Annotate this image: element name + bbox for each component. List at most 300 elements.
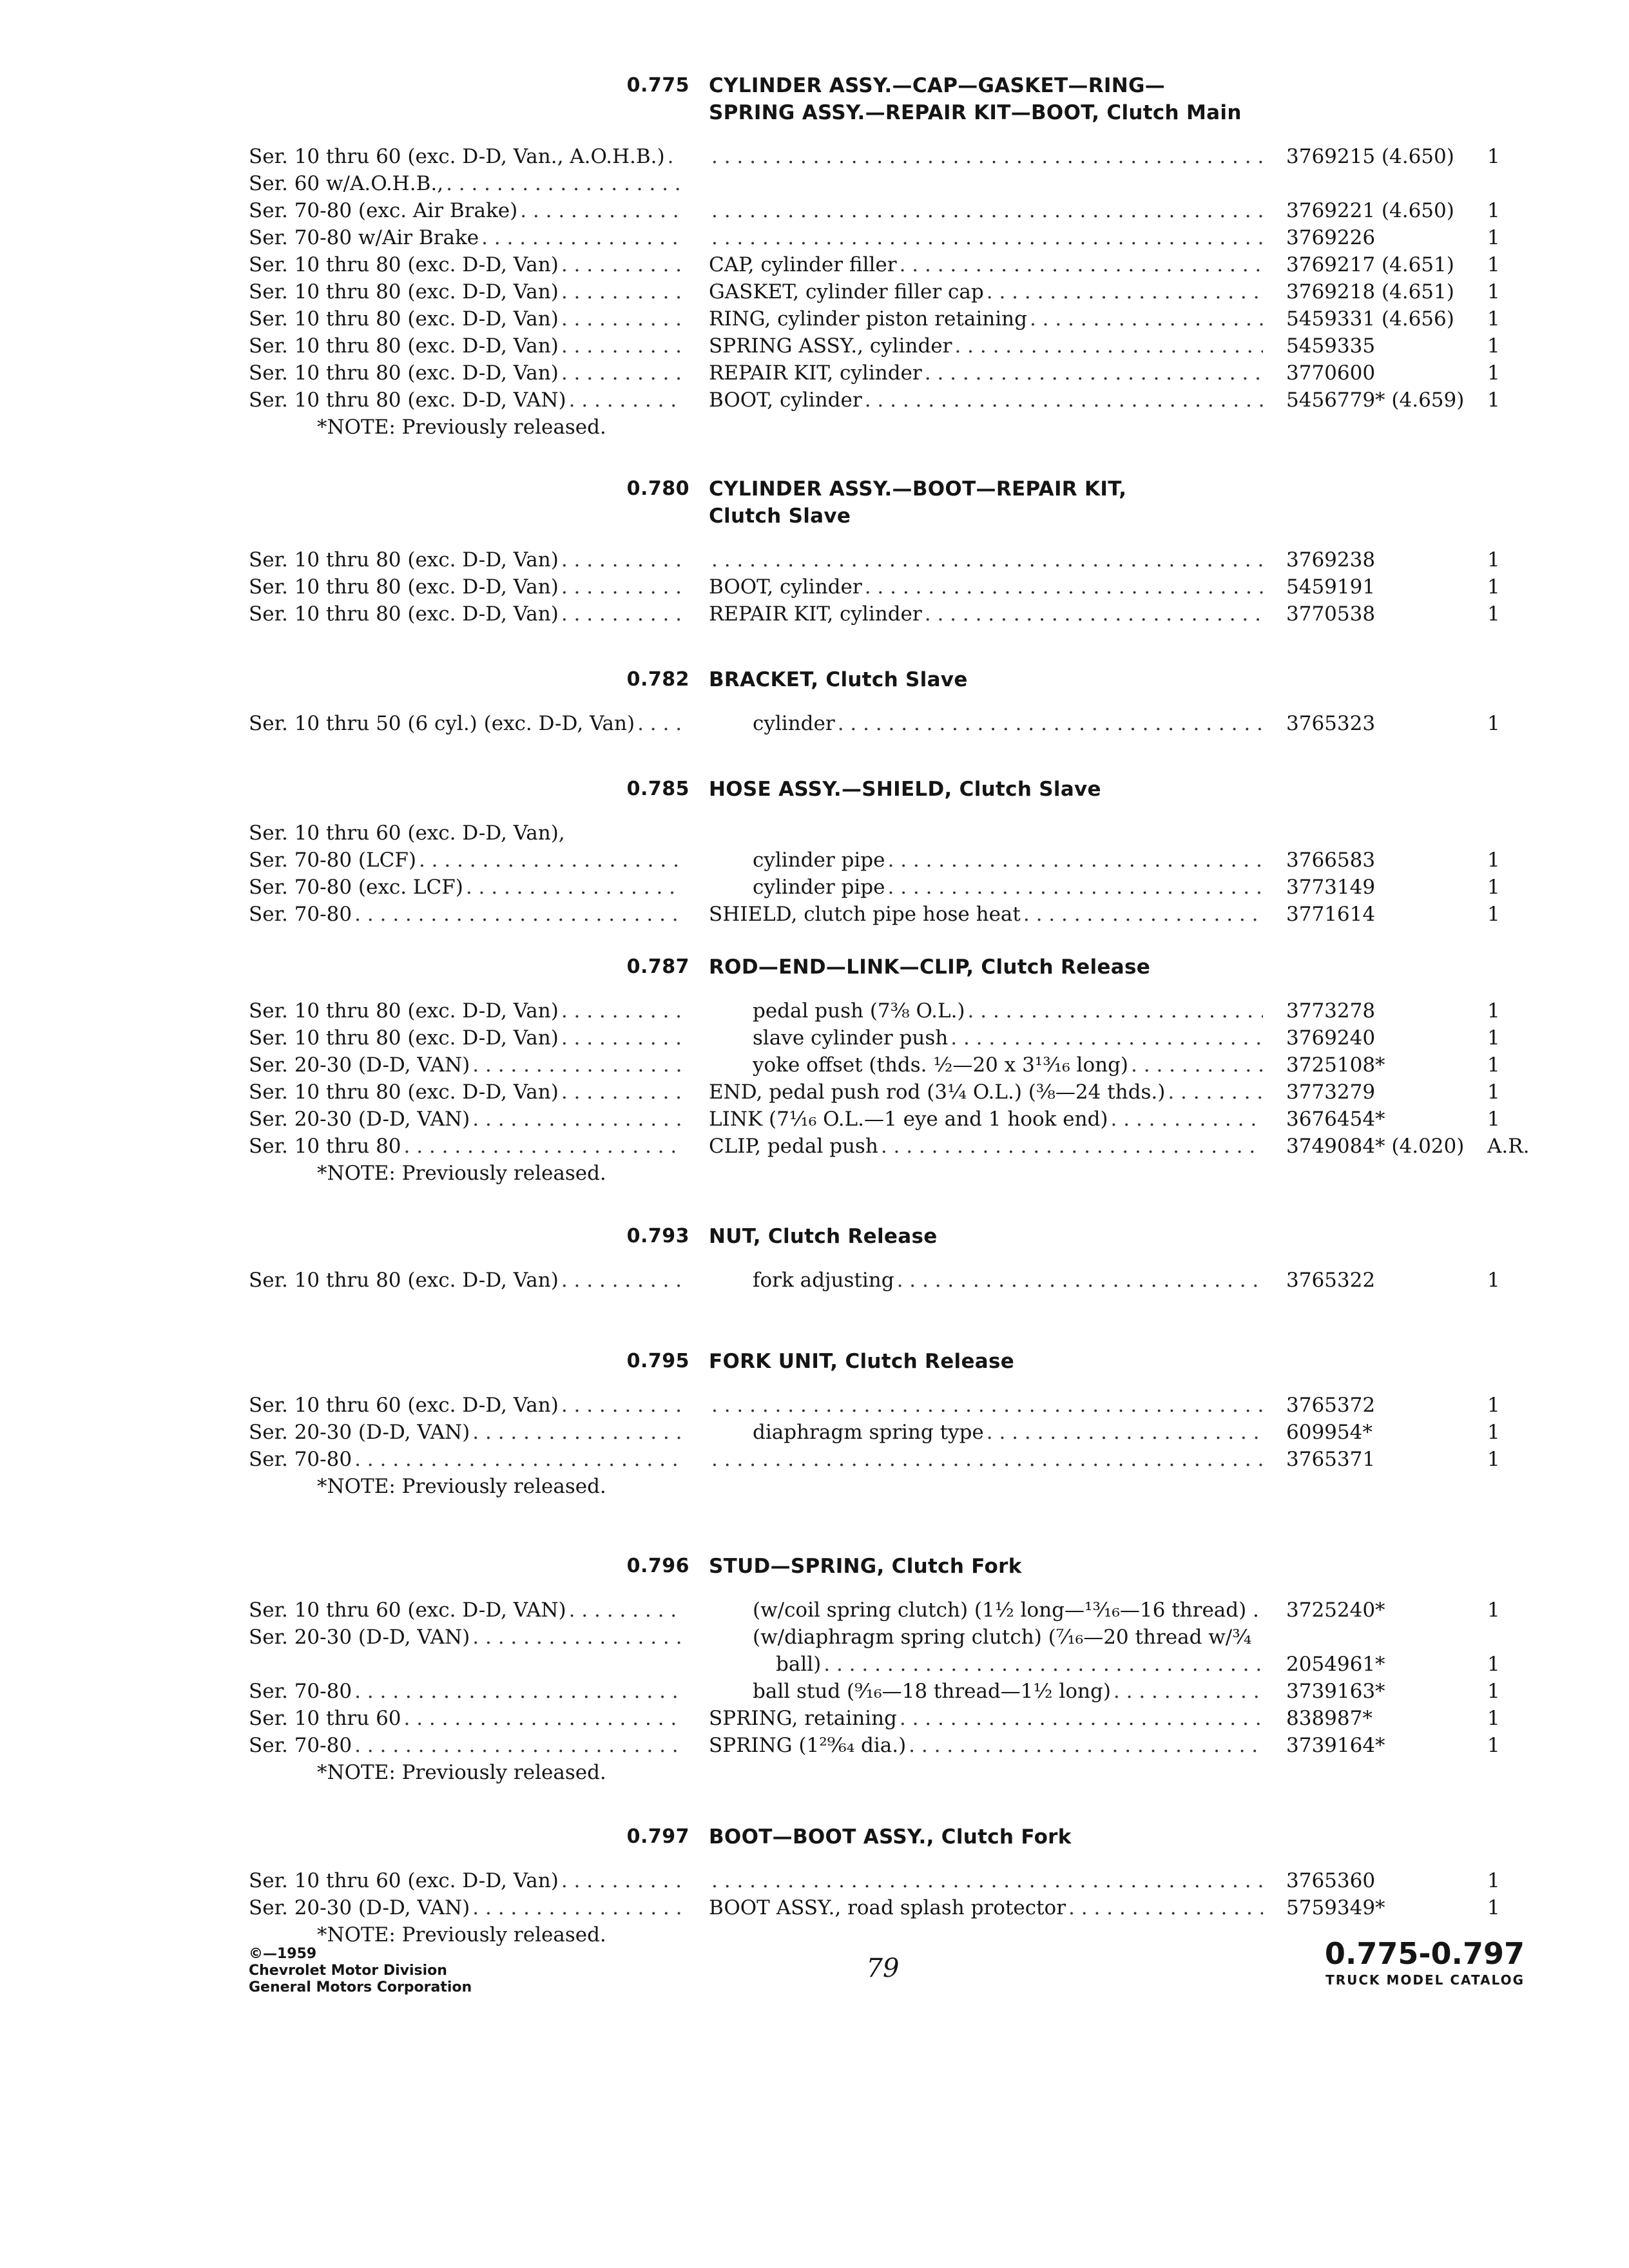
description-cell bbox=[753, 1419, 1263, 1446]
description-text: END, pedal push rod (3¼ O.L.) (⅜—24 thds.) bbox=[709, 1081, 1166, 1104]
quantity: 1 bbox=[1487, 226, 1500, 249]
section-title-line: NUT, Clutch Release bbox=[709, 1225, 938, 1248]
dot-leader bbox=[561, 1024, 680, 1052]
section-number: 0.796 bbox=[626, 1555, 689, 1577]
description-cell bbox=[709, 601, 1263, 628]
dot-leader bbox=[900, 251, 1263, 278]
dot-leader bbox=[472, 1052, 680, 1079]
section-title bbox=[709, 776, 1547, 803]
part-number: 3773149 bbox=[1286, 876, 1376, 899]
quantity: 1 bbox=[1487, 1053, 1500, 1077]
application-text: Ser. 10 thru 80 (exc. D-D, Van) bbox=[249, 1026, 559, 1050]
table-row bbox=[0, 847, 1629, 874]
table-row bbox=[0, 573, 1629, 601]
application-text: Ser. 70-80 (LCF) bbox=[249, 849, 416, 872]
description-text: yoke offset (thds. ½—20 x 3¹³⁄₁₆ long) bbox=[753, 1053, 1129, 1077]
application-cell bbox=[249, 1133, 680, 1160]
dot-leader bbox=[561, 1867, 680, 1894]
application-text: Ser. 20-30 (D-D, VAN) bbox=[249, 1421, 470, 1444]
section-title-line: FORK UNIT, Clutch Release bbox=[709, 1350, 1015, 1373]
dot-leader bbox=[897, 1267, 1263, 1294]
dot-leader bbox=[561, 1079, 680, 1106]
application-text: Ser. 10 thru 80 (exc. D-D, Van) bbox=[249, 253, 559, 276]
table-row bbox=[0, 1133, 1629, 1160]
application-text: Ser. 70-80 bbox=[249, 1680, 352, 1703]
quantity: 1 bbox=[1487, 1108, 1500, 1131]
part-number: 5759349* bbox=[1286, 1896, 1385, 1919]
application-cell bbox=[249, 1079, 680, 1106]
description-cell bbox=[753, 1624, 1263, 1651]
application-text: Ser. 10 thru 60 (exc. D-D, Van) bbox=[249, 1869, 559, 1892]
section-number: 0.782 bbox=[626, 668, 689, 691]
table-row bbox=[0, 1392, 1629, 1419]
section-title-line: Clutch Slave bbox=[709, 505, 851, 528]
description-text: REPAIR KIT, cylinder bbox=[709, 361, 922, 385]
part-number: 3770538 bbox=[1286, 602, 1376, 626]
description-text: ball) bbox=[776, 1653, 822, 1676]
application-text: Ser. 10 thru 80 (exc. D-D, Van) bbox=[249, 334, 559, 358]
application-text: Ser. 10 thru 80 (exc. D-D, Van) bbox=[249, 1081, 559, 1104]
description-text: cylinder pipe bbox=[753, 876, 885, 899]
part-number: 3769215 (4.650) bbox=[1286, 145, 1454, 168]
description-cell bbox=[709, 1446, 1263, 1473]
application-cell bbox=[249, 1267, 680, 1294]
quantity: 1 bbox=[1487, 1394, 1500, 1417]
table-row bbox=[0, 197, 1629, 224]
table-row bbox=[0, 305, 1629, 332]
table-row bbox=[0, 1705, 1629, 1732]
dot-leader bbox=[711, 143, 1263, 170]
quantity: 1 bbox=[1487, 1734, 1500, 1757]
dot-leader bbox=[954, 332, 1263, 360]
section-range: 0.775-0.797 bbox=[1324, 1936, 1525, 1971]
table-row bbox=[0, 1419, 1629, 1446]
section-title-line: STUD—SPRING, Clutch Fork bbox=[709, 1555, 1022, 1578]
dot-leader bbox=[909, 1732, 1263, 1759]
dot-leader bbox=[865, 387, 1263, 414]
description-text: cylinder bbox=[753, 712, 835, 735]
description-text: SPRING, retaining bbox=[709, 1707, 897, 1730]
quantity: 1 bbox=[1487, 307, 1500, 331]
description-cell bbox=[709, 1732, 1263, 1759]
application-cell bbox=[249, 251, 680, 278]
quantity: 1 bbox=[1487, 999, 1500, 1023]
application-text: Ser. 70-80 bbox=[249, 903, 352, 926]
section-title bbox=[709, 1553, 1547, 1580]
description-cell bbox=[709, 1867, 1263, 1894]
dot-leader bbox=[838, 710, 1263, 737]
application-cell bbox=[249, 997, 680, 1024]
section-title bbox=[709, 954, 1547, 981]
table-row bbox=[0, 1678, 1629, 1705]
application-text: Ser. 10 thru 60 (exc. D-D, Van., A.O.H.B.) bbox=[249, 145, 665, 168]
description-cell bbox=[753, 710, 1263, 737]
table-row bbox=[0, 901, 1629, 928]
quantity: 1 bbox=[1487, 712, 1500, 735]
part-number: 838987* bbox=[1286, 1707, 1373, 1730]
part-number: 2054961* bbox=[1286, 1653, 1385, 1676]
description-text: BOOT ASSY., road splash protector bbox=[709, 1896, 1066, 1919]
table-row bbox=[0, 997, 1629, 1024]
table-row bbox=[0, 224, 1629, 251]
application-cell bbox=[249, 1705, 680, 1732]
table-row bbox=[0, 1106, 1629, 1133]
table-row bbox=[0, 710, 1629, 737]
part-number: 3765372 bbox=[1286, 1394, 1376, 1417]
application-cell bbox=[249, 197, 680, 224]
application-text: Ser. 10 thru 80 (exc. D-D, Van) bbox=[249, 280, 559, 303]
dot-leader bbox=[1068, 1894, 1263, 1921]
section-number: 0.775 bbox=[626, 74, 689, 97]
description-text: BOOT, cylinder bbox=[709, 389, 862, 412]
note-text: *NOTE: Previously released. bbox=[317, 1923, 606, 1946]
part-number: 3769226 bbox=[1286, 226, 1376, 249]
section-title-line: CYLINDER ASSY.—BOOT—REPAIR KIT, bbox=[709, 477, 1127, 501]
application-cell bbox=[249, 546, 680, 573]
quantity: 1 bbox=[1487, 389, 1500, 412]
description-cell bbox=[753, 1024, 1263, 1052]
dot-leader bbox=[561, 546, 680, 573]
description-cell bbox=[709, 305, 1263, 332]
dot-leader bbox=[1168, 1079, 1263, 1106]
parts-list bbox=[0, 997, 1629, 1187]
section-title bbox=[709, 476, 1547, 530]
application-text: Ser. 10 thru 80 (exc. D-D, VAN) bbox=[249, 389, 566, 412]
application-cell bbox=[249, 170, 680, 197]
description-text: SPRING (1²⁹⁄₆₄ dia.) bbox=[709, 1734, 907, 1757]
part-number: 5456779* (4.659) bbox=[1286, 389, 1465, 412]
dot-leader bbox=[354, 901, 680, 928]
description-cell bbox=[709, 251, 1263, 278]
application-cell bbox=[249, 710, 680, 737]
application-cell bbox=[249, 1392, 680, 1419]
application-cell bbox=[249, 305, 680, 332]
table-row bbox=[0, 1867, 1629, 1894]
description-cell bbox=[753, 874, 1263, 901]
application-text: Ser. 10 thru 60 bbox=[249, 1707, 401, 1730]
part-number: 3769240 bbox=[1286, 1026, 1376, 1050]
quantity: 1 bbox=[1487, 1869, 1500, 1892]
quantity: 1 bbox=[1487, 1269, 1500, 1292]
note-text: *NOTE: Previously released. bbox=[317, 1475, 606, 1498]
dot-leader bbox=[668, 143, 680, 170]
dot-leader bbox=[824, 1651, 1263, 1678]
table-row bbox=[0, 1624, 1629, 1651]
description-text: LINK (7¹⁄₁₆ O.L.—1 eye and 1 hook end) bbox=[709, 1108, 1108, 1131]
dot-leader bbox=[561, 332, 680, 360]
parts-list bbox=[0, 546, 1629, 628]
application-cell bbox=[249, 874, 680, 901]
application-cell bbox=[249, 901, 680, 928]
dot-leader bbox=[711, 224, 1263, 251]
quantity: 1 bbox=[1487, 334, 1500, 358]
description-cell bbox=[709, 573, 1263, 601]
table-row bbox=[0, 820, 1629, 847]
description-text: BOOT, cylinder bbox=[709, 575, 862, 599]
description-cell bbox=[709, 1894, 1263, 1921]
description-cell bbox=[709, 197, 1263, 224]
dot-leader bbox=[561, 573, 680, 601]
quantity: 1 bbox=[1487, 1653, 1500, 1676]
section-note bbox=[0, 1759, 1629, 1786]
parts-list bbox=[0, 1392, 1629, 1500]
section-number: 0.785 bbox=[626, 778, 689, 800]
description-cell bbox=[709, 1106, 1263, 1133]
dot-leader bbox=[711, 1392, 1263, 1419]
section-number: 0.795 bbox=[626, 1350, 689, 1372]
application-cell bbox=[249, 573, 680, 601]
quantity: 1 bbox=[1487, 876, 1500, 899]
section-number: 0.787 bbox=[626, 956, 689, 978]
table-row bbox=[0, 1052, 1629, 1079]
application-cell bbox=[249, 1678, 680, 1705]
dot-leader bbox=[900, 1705, 1263, 1732]
application-cell bbox=[249, 143, 680, 170]
dot-leader bbox=[987, 1419, 1263, 1446]
catalog-name: TRUCK MODEL CATALOG bbox=[1325, 1972, 1525, 1988]
table-row bbox=[0, 1597, 1629, 1624]
quantity: 1 bbox=[1487, 145, 1500, 168]
section-note bbox=[0, 414, 1629, 441]
application-text: Ser. 10 thru 60 (exc. D-D, Van), bbox=[249, 822, 565, 845]
dot-leader bbox=[987, 278, 1263, 305]
dot-leader bbox=[1111, 1106, 1263, 1133]
application-cell bbox=[249, 847, 680, 874]
section-number: 0.780 bbox=[626, 477, 689, 500]
table-row bbox=[0, 874, 1629, 901]
part-number: 5459331 (4.656) bbox=[1286, 307, 1454, 331]
description-text: REPAIR KIT, cylinder bbox=[709, 602, 922, 626]
description-cell bbox=[709, 1392, 1263, 1419]
description-text: ball stud (⁹⁄₁₆—18 thread—1½ long) bbox=[753, 1680, 1111, 1703]
table-row bbox=[0, 278, 1629, 305]
application-text: Ser. 70-80 bbox=[249, 1448, 352, 1471]
section-number: 0.793 bbox=[626, 1225, 689, 1247]
dot-leader bbox=[561, 1392, 680, 1419]
dot-leader bbox=[404, 1133, 680, 1160]
parts-list bbox=[0, 1597, 1629, 1786]
application-text: Ser. 10 thru 60 (exc. D-D, Van) bbox=[249, 1394, 559, 1417]
part-number: 3769217 (4.651) bbox=[1286, 253, 1454, 276]
dot-leader bbox=[1023, 901, 1263, 928]
parts-list bbox=[0, 143, 1629, 441]
section-title bbox=[709, 1823, 1547, 1850]
table-row bbox=[0, 360, 1629, 387]
dot-leader bbox=[419, 847, 680, 874]
description-cell bbox=[709, 1705, 1263, 1732]
application-cell bbox=[249, 224, 680, 251]
dot-leader bbox=[569, 1597, 680, 1624]
application-cell bbox=[249, 332, 680, 360]
description-text: fork adjusting bbox=[753, 1269, 894, 1292]
part-number: 3769238 bbox=[1286, 548, 1376, 572]
application-text: Ser. 20-30 (D-D, VAN) bbox=[249, 1108, 470, 1131]
part-number: 3773278 bbox=[1286, 999, 1376, 1023]
dot-leader bbox=[561, 1267, 680, 1294]
dot-leader bbox=[561, 251, 680, 278]
description-cell bbox=[776, 1651, 1263, 1678]
note-text: *NOTE: Previously released. bbox=[317, 1162, 606, 1185]
section-title-line: BOOT—BOOT ASSY., Clutch Fork bbox=[709, 1825, 1072, 1849]
application-cell bbox=[249, 1732, 680, 1759]
quantity: 1 bbox=[1487, 575, 1500, 599]
description-cell bbox=[753, 1052, 1263, 1079]
dot-leader bbox=[881, 1133, 1263, 1160]
section-title-line: HOSE ASSY.—SHIELD, Clutch Slave bbox=[709, 778, 1101, 801]
parts-list bbox=[0, 1267, 1629, 1294]
note-text: *NOTE: Previously released. bbox=[317, 1761, 606, 1784]
application-cell bbox=[249, 1419, 680, 1446]
quantity: 1 bbox=[1487, 280, 1500, 303]
application-cell bbox=[249, 360, 680, 387]
application-text: Ser. 10 thru 80 (exc. D-D, Van) bbox=[249, 548, 559, 572]
description-cell bbox=[709, 360, 1263, 387]
parts-list bbox=[0, 820, 1629, 928]
quantity: 1 bbox=[1487, 903, 1500, 926]
part-number: 3765371 bbox=[1286, 1448, 1376, 1471]
description-text: CLIP, pedal push bbox=[709, 1135, 878, 1158]
dot-leader bbox=[865, 573, 1263, 601]
footer-publisher bbox=[249, 1946, 472, 1996]
dot-leader bbox=[711, 197, 1263, 224]
quantity: 1 bbox=[1487, 1680, 1500, 1703]
dot-leader bbox=[354, 1446, 680, 1473]
application-text: Ser. 60 w/A.O.H.B., bbox=[249, 172, 444, 195]
description-cell bbox=[709, 387, 1263, 414]
table-row bbox=[0, 251, 1629, 278]
description-cell bbox=[753, 1678, 1263, 1705]
footer-division: Chevrolet Motor Division bbox=[249, 1963, 447, 1979]
section-note bbox=[0, 1473, 1629, 1500]
table-row bbox=[0, 332, 1629, 360]
part-number: 3739164* bbox=[1286, 1734, 1385, 1757]
application-text: Ser. 70-80 (exc. LCF) bbox=[249, 876, 463, 899]
application-text: Ser. 20-30 (D-D, VAN) bbox=[249, 1896, 470, 1919]
page-number: 79 bbox=[866, 1954, 900, 1983]
application-text: Ser. 10 thru 80 bbox=[249, 1135, 401, 1158]
quantity: 1 bbox=[1487, 199, 1500, 222]
quantity: 1 bbox=[1487, 1599, 1500, 1622]
application-cell bbox=[249, 820, 680, 847]
table-row bbox=[0, 1446, 1629, 1473]
dot-leader bbox=[520, 197, 680, 224]
dot-leader bbox=[561, 305, 680, 332]
dot-leader bbox=[925, 601, 1263, 628]
dot-leader bbox=[968, 997, 1263, 1024]
table-row bbox=[0, 601, 1629, 628]
dot-leader bbox=[950, 1024, 1263, 1052]
dot-leader bbox=[569, 387, 680, 414]
table-row bbox=[0, 170, 1629, 197]
dot-leader bbox=[637, 710, 680, 737]
part-number: 3773279 bbox=[1286, 1081, 1376, 1104]
description-text: pedal push (7⅜ O.L.) bbox=[753, 999, 965, 1023]
dot-leader bbox=[354, 1732, 680, 1759]
application-cell bbox=[249, 1446, 680, 1473]
footer-range-block bbox=[1263, 1936, 1525, 1988]
part-number: 3765323 bbox=[1286, 712, 1376, 735]
description-text: diaphragm spring type bbox=[753, 1421, 984, 1444]
dot-leader bbox=[711, 1446, 1263, 1473]
note-text: *NOTE: Previously released. bbox=[317, 416, 606, 439]
part-number: 5459191 bbox=[1286, 575, 1376, 599]
description-text: RING, cylinder piston retaining bbox=[709, 307, 1027, 331]
section-title bbox=[709, 666, 1547, 693]
application-text: Ser. 10 thru 80 (exc. D-D, Van) bbox=[249, 1269, 559, 1292]
description-cell bbox=[709, 901, 1263, 928]
description-cell bbox=[709, 332, 1263, 360]
table-row bbox=[0, 143, 1629, 170]
description-cell bbox=[709, 1133, 1263, 1160]
quantity: 1 bbox=[1487, 548, 1500, 572]
application-cell bbox=[249, 1024, 680, 1052]
dot-leader bbox=[561, 278, 680, 305]
description-cell bbox=[709, 224, 1263, 251]
application-text: Ser. 70-80 w/Air Brake bbox=[249, 226, 479, 249]
part-number: 3769221 (4.650) bbox=[1286, 199, 1454, 222]
description-cell bbox=[709, 546, 1263, 573]
footer-corporation: General Motors Corporation bbox=[249, 1979, 472, 1995]
quantity: 1 bbox=[1487, 1026, 1500, 1050]
quantity: A.R. bbox=[1487, 1135, 1530, 1158]
quantity: 1 bbox=[1487, 1896, 1500, 1919]
quantity: 1 bbox=[1487, 1448, 1500, 1471]
application-cell bbox=[249, 1597, 680, 1624]
description-cell bbox=[709, 278, 1263, 305]
dot-leader bbox=[472, 1894, 680, 1921]
section-title-line: BRACKET, Clutch Slave bbox=[709, 668, 968, 691]
application-text: Ser. 20-30 (D-D, VAN) bbox=[249, 1053, 470, 1077]
part-number: 3771614 bbox=[1286, 903, 1376, 926]
dot-leader bbox=[1131, 1052, 1263, 1079]
application-cell bbox=[249, 1894, 680, 1921]
dot-leader bbox=[1030, 305, 1263, 332]
description-cell bbox=[709, 1079, 1263, 1106]
description-text: cylinder pipe bbox=[753, 849, 885, 872]
quantity: 1 bbox=[1487, 361, 1500, 385]
dot-leader bbox=[561, 601, 680, 628]
description-text: (w/coil spring clutch) (1½ long—¹³⁄₁₆—16 thread) . bbox=[753, 1599, 1259, 1622]
dot-leader bbox=[711, 546, 1263, 573]
dot-leader bbox=[887, 874, 1263, 901]
dot-leader bbox=[404, 1705, 680, 1732]
table-row bbox=[0, 1024, 1629, 1052]
part-number: 5459335 bbox=[1286, 334, 1376, 358]
dot-leader bbox=[466, 874, 680, 901]
part-number: 3769218 (4.651) bbox=[1286, 280, 1454, 303]
quantity: 1 bbox=[1487, 1081, 1500, 1104]
description-cell bbox=[753, 1267, 1263, 1294]
table-row bbox=[0, 546, 1629, 573]
dot-leader bbox=[472, 1419, 680, 1446]
part-number: 3725240* bbox=[1286, 1599, 1385, 1622]
parts-list bbox=[0, 710, 1629, 737]
description-text: SPRING ASSY., cylinder bbox=[709, 334, 952, 358]
part-number: 3749084* (4.020) bbox=[1286, 1135, 1465, 1158]
section-title-line: CYLINDER ASSY.—CAP—GASKET—RING— bbox=[709, 74, 1166, 97]
quantity: 1 bbox=[1487, 849, 1500, 872]
application-text: Ser. 10 thru 80 (exc. D-D, Van) bbox=[249, 602, 559, 626]
description-cell bbox=[709, 143, 1263, 170]
section-title bbox=[709, 72, 1547, 126]
dot-leader bbox=[1113, 1678, 1263, 1705]
footer-copyright: ©—1959 bbox=[249, 1946, 317, 1962]
description-text: GASKET, cylinder filler cap bbox=[709, 280, 984, 303]
description-cell bbox=[753, 997, 1263, 1024]
description-cell bbox=[753, 1597, 1263, 1624]
table-row bbox=[0, 1894, 1629, 1921]
section-note bbox=[0, 1160, 1629, 1187]
